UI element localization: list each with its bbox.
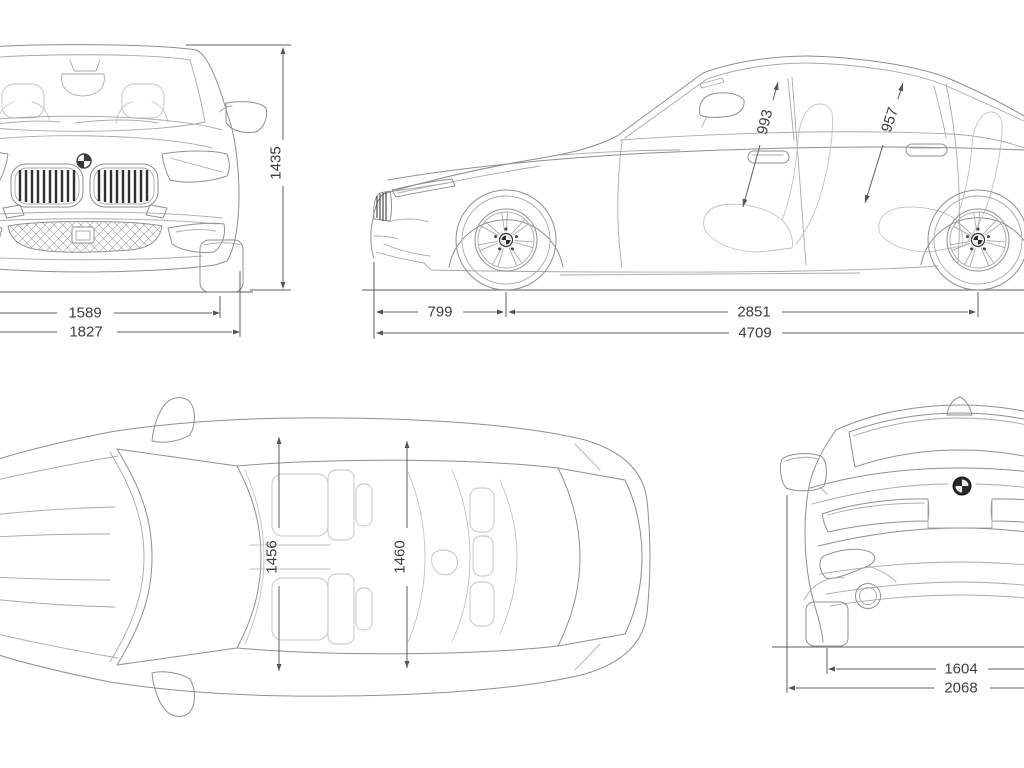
dim-rear-interior-width xyxy=(392,441,410,668)
top-view-drawing xyxy=(0,398,650,717)
antenna-fin-icon xyxy=(947,397,972,415)
dim-front-track xyxy=(0,296,220,322)
dim-label-rear-headroom: 957 xyxy=(878,105,902,135)
top-trunk-cuts xyxy=(575,444,600,670)
side-seats xyxy=(704,104,1002,252)
top-cowl xyxy=(110,452,144,662)
side-mirror xyxy=(700,93,745,127)
side-glasshouse-inner xyxy=(625,63,1024,138)
door-cutlines xyxy=(618,77,960,268)
side-window-sill xyxy=(620,132,1024,148)
top-rear-window xyxy=(558,468,642,646)
dim-wheelbase xyxy=(508,304,976,321)
top-mirrors xyxy=(152,398,195,717)
rear-bumper-lines xyxy=(820,562,1024,606)
dim-rear-track xyxy=(827,648,1024,678)
sunroof-mark xyxy=(700,78,724,88)
dim-label-front-overhang: 799 xyxy=(427,303,453,321)
dim-label-rear-track: 1604 xyxy=(944,660,978,678)
side-wheel-arches xyxy=(449,218,1024,267)
rear-window xyxy=(849,413,1024,467)
dim-body-width xyxy=(0,271,240,341)
side-mirror-right xyxy=(219,102,267,133)
dim-label-overall-height: 1435 xyxy=(267,146,285,180)
dim-label-overall-length: 4709 xyxy=(738,324,772,342)
dim-label-rear-interior-width: 1460 xyxy=(391,540,409,574)
dim-rear-headroom xyxy=(863,82,906,204)
dim-label-front-headroom: 993 xyxy=(753,107,777,137)
dim-label-overall-width-mirrors: 2068 xyxy=(944,679,978,697)
rear-view-drawing xyxy=(772,397,1024,697)
dim-front-overhang xyxy=(374,262,978,339)
top-c-pillars xyxy=(558,468,625,646)
front-headrests xyxy=(0,84,168,126)
top-roof-front xyxy=(237,466,261,648)
top-interior xyxy=(245,470,517,644)
front-view-drawing xyxy=(0,45,291,341)
front-windshield xyxy=(0,55,205,132)
side-beltline xyxy=(388,147,1024,180)
front-headlights xyxy=(0,151,229,182)
front-wipers xyxy=(0,120,158,127)
side-sill-lines xyxy=(424,263,938,275)
rear-outline xyxy=(805,405,1024,642)
side-front-end xyxy=(374,179,455,263)
dim-overall-height xyxy=(186,45,291,290)
exhaust-tip-icon xyxy=(856,584,881,609)
top-windshield xyxy=(117,449,152,665)
dim-label-front-track: 1589 xyxy=(68,304,102,322)
kidney-grille xyxy=(11,164,158,207)
top-nose-lines xyxy=(0,456,118,658)
bmw-roundel-icon xyxy=(77,154,91,168)
bmw-roundel-rear-icon xyxy=(954,478,971,495)
side-view-drawing xyxy=(362,56,1024,342)
rear-mirror-left xyxy=(780,454,827,494)
dim-front-headroom xyxy=(741,81,781,207)
interior-mirror xyxy=(62,60,105,96)
dim-label-front-interior-width: 1456 xyxy=(263,540,281,574)
rear-bumper-top xyxy=(818,528,1024,546)
top-hood-creases xyxy=(0,507,115,607)
dim-label-wheelbase: 2851 xyxy=(737,303,771,321)
license-recess xyxy=(928,499,992,528)
dim-front-interior-width xyxy=(264,437,282,671)
taillights xyxy=(822,499,1024,532)
dim-overall-length xyxy=(376,325,1024,342)
front-wheel-side xyxy=(456,190,556,290)
rear-wheel-side xyxy=(928,190,1024,290)
dim-label-body-width: 1827 xyxy=(69,323,103,341)
front-lower-intake xyxy=(8,222,162,253)
